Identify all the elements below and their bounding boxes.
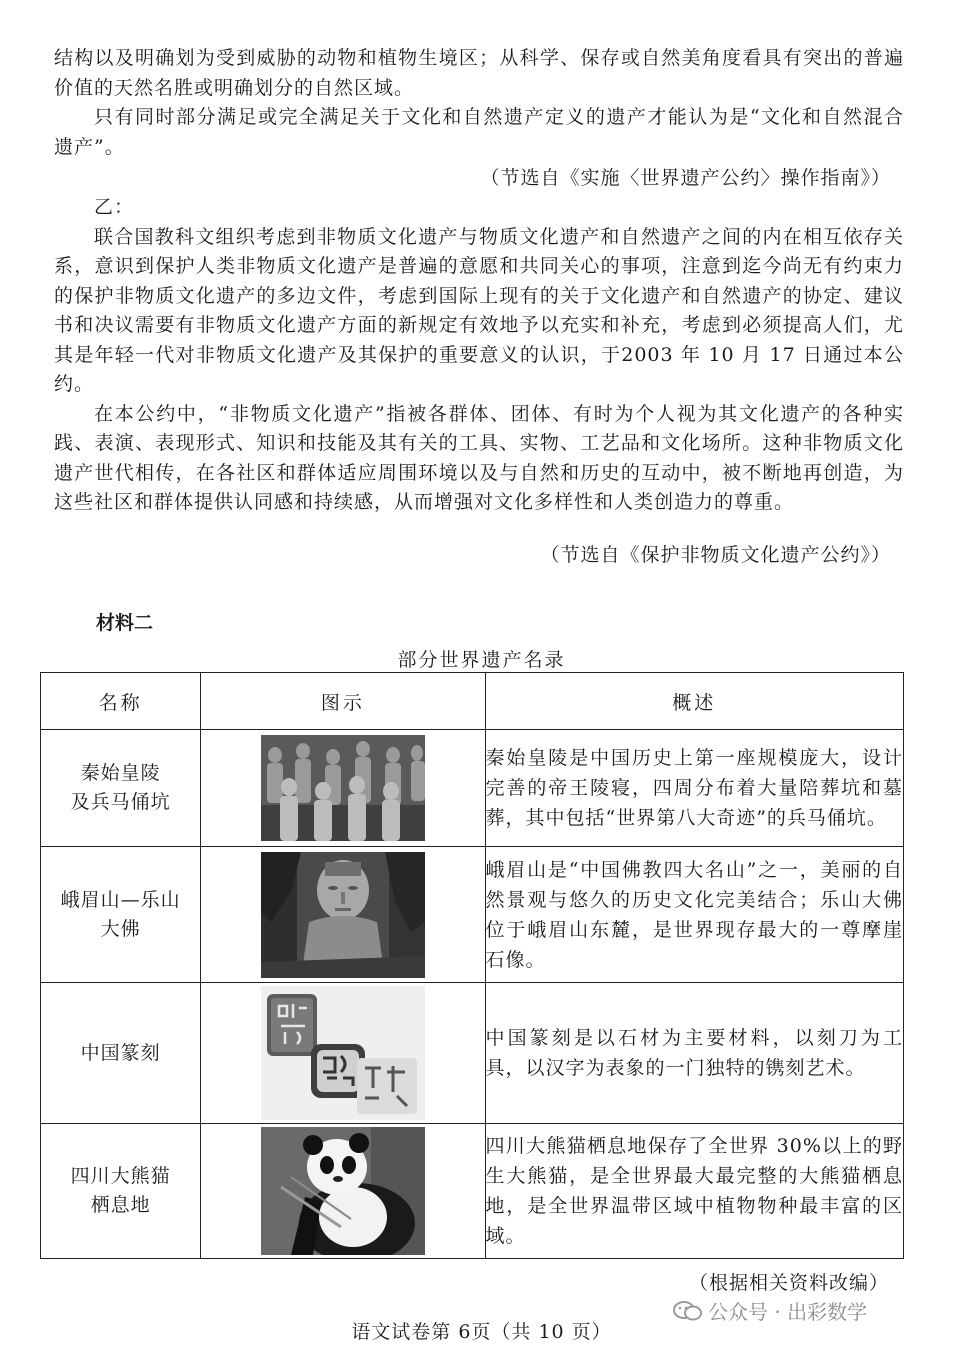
source-citation-3: （根据相关资料改编） (688, 1272, 889, 1294)
heritage-name-cell (41, 1124, 201, 1259)
column-header-image: 图示 (201, 673, 485, 730)
heritage-name-cell (41, 983, 201, 1124)
column-header-name: 名称 (41, 673, 201, 730)
column-header-description: 概述 (485, 673, 904, 730)
section-b-label: 乙： (94, 196, 135, 218)
heritage-name: 秦始皇陵 (80, 762, 161, 784)
source-citation-2: （节选自《保护非物质文化遗产公约》） (540, 544, 891, 566)
heritage-image-cell (201, 847, 485, 983)
page-number-footer: 语文试卷第 6页（共 10 页） (351, 1321, 612, 1343)
heritage-description: 中国篆刻是以石材为主要材料，以刻刀为工具，以汉字为表象的一门独特的镌刻艺术。 (485, 983, 904, 1124)
table-title: 部分世界遗产名录 (397, 649, 566, 671)
heritage-name: 四川大熊猫 (70, 1165, 171, 1187)
section-b-paragraph-2: 在本公约中，“非物质文化遗产”指被各群体、团体、有时为个人视为其文化遗产的各种实践、表演、表现形式、知识和技能及其有关的工具、实物、工艺品和文化场所。这种非物质文化遗产世代相传，在各社区和群体适应周围环境以及与自然和历史的互动中，被不断地再创造，为这些社区和群体提供认同感和持续感，从而增强对文化多样性和人类创造力的尊重。 (54, 402, 904, 513)
heritage-description: 峨眉山是“中国佛教四大名山”之一，美丽的自然景观与悠久的历史文化完美结合；乐山大佛位于峨眉山东麓，是世界现存最大的一尊摩崖石像。 (485, 847, 904, 983)
source-citation-1: （节选自《实施〈世界遗产公约〉操作指南》） (480, 167, 891, 189)
table-row (41, 730, 904, 847)
heritage-image-cell (201, 983, 485, 1124)
intro-paragraph: 结构以及明确划为受到威胁的动物和植物生境区；从科学、保存或自然美角度看具有突出的普遍价值的天然名胜或明确划分的自然区域。 (54, 47, 904, 99)
heritage-name-cell (41, 847, 201, 983)
terracotta-warriors-photo (261, 735, 425, 841)
heritage-name: 峨眉山—乐山 (60, 888, 181, 911)
heritage-image-cell (201, 1124, 485, 1259)
giant-panda-photo (261, 1127, 425, 1255)
section-b-paragraph-1: 联合国教科文组织考虑到非物质文化遗产与物质文化遗产和自然遗产之间的内在相互依存关系，意识到保护人类非物质文化遗产是普遍的意愿和共同关心的事项，注意到迄今尚无有约束力的保护非物质文化遗产的多边文件，考虑到国际上现有的关于文化遗产和自然遗产的协定、建议书和决议需要有非物质文化遗产方面的新规定有效地予以充实和补充，考虑到必须提高人们，尤其是年轻一代对非物质文化遗产及其保护的重要意义的认识，于2003 年 10 月 17 日通过本公约。 (54, 225, 904, 395)
table-row (41, 983, 904, 1124)
heritage-name-line2: 大佛 (100, 917, 141, 940)
table-row (41, 1124, 904, 1259)
mixed-heritage-paragraph: 只有同时部分满足或完全满足关于文化和自然遗产定义的遗产才能认为是“文化和自然混合遗产”。 (54, 106, 904, 158)
material-2-heading: 材料二 (96, 612, 154, 634)
intro-text (54, 44, 904, 162)
heritage-name-cell (41, 730, 201, 847)
table-row (41, 847, 904, 983)
leshan-buddha-photo (261, 852, 425, 978)
heritage-name: 中国篆刻 (80, 1041, 161, 1064)
heritage-name-line2: 及兵马俑坑 (70, 791, 171, 813)
heritage-image-cell (201, 730, 485, 847)
heritage-table (40, 672, 904, 1259)
table-header-row (41, 673, 904, 730)
heritage-description: 秦始皇陵是中国历史上第一座规模庞大，设计完善的帝王陵寝，四周分布着大量陪葬坑和墓葬，其中包括“世界第八大奇迹”的兵马俑坑。 (485, 730, 904, 847)
watermark-text: 公众号 · 出彩数学 (708, 1300, 868, 1324)
seal-carving-photo (261, 986, 425, 1120)
heritage-name-line2: 栖息地 (90, 1194, 151, 1216)
section-b-text (54, 193, 904, 518)
heritage-description: 四川大熊猫栖息地保存了全世界 30%以上的野生大熊猫，是全世界最大最完整的大熊猫栖息地，是全世界温带区域中植物物种最丰富的区域。 (485, 1124, 904, 1259)
